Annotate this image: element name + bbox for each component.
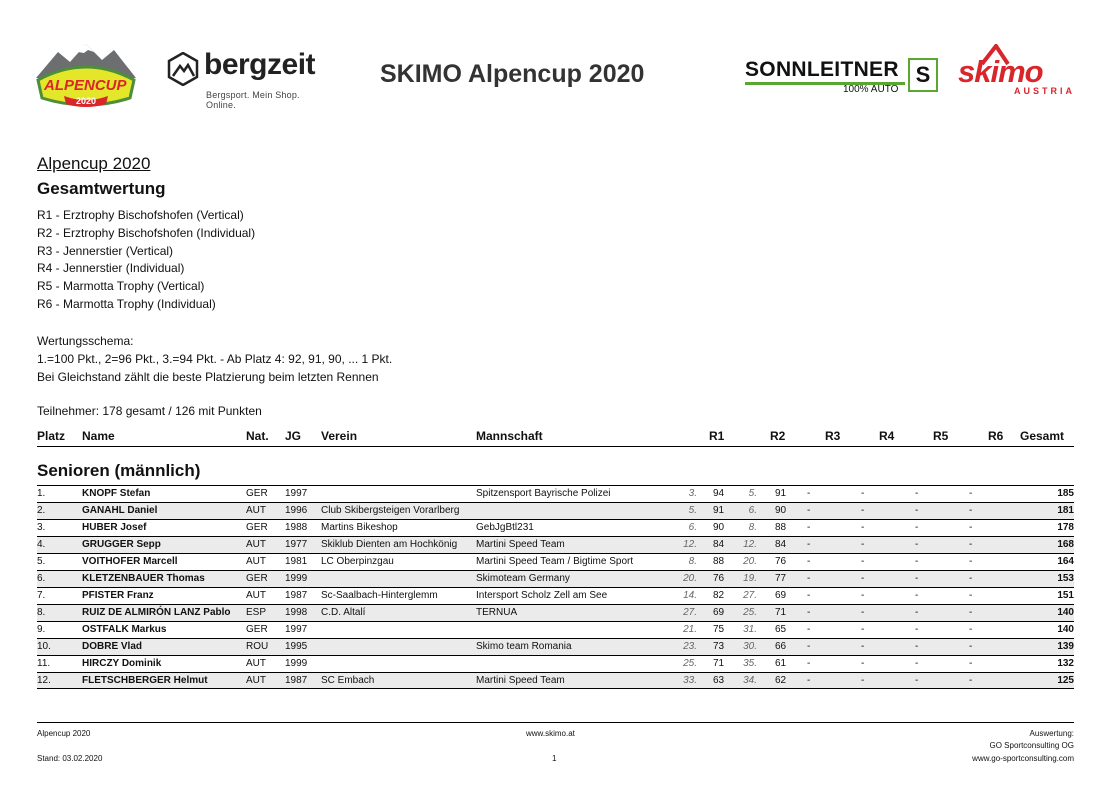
cell-r4: -: [861, 641, 865, 652]
cell-r1: 76: [713, 573, 725, 584]
cell-r2: 88: [775, 522, 787, 533]
cell-platz: 4.: [37, 539, 46, 550]
cell-r2-rank: 5.: [748, 488, 757, 499]
cell-r1-rank: 14.: [683, 590, 697, 601]
cell-platz: 6.: [37, 573, 46, 584]
cell-r1-rank: 20.: [683, 573, 697, 584]
cell-name: KLETZENBAUER Thomas: [82, 573, 205, 584]
cell-r2: 76: [775, 556, 787, 567]
cell-gesamt: 168: [1057, 539, 1074, 550]
col-name: Name: [82, 429, 115, 443]
table-row: [37, 553, 1074, 570]
bergzeit-tagline: Bergsport. Mein Shop. Online.: [206, 90, 300, 110]
footer-date: Stand: 03.02.2020: [37, 754, 103, 763]
table-row: [37, 570, 1074, 587]
cell-r4: -: [861, 624, 865, 635]
cell-mannschaft: Martini Speed Team: [476, 675, 565, 686]
alpencup-logo: [30, 38, 142, 112]
results-table-body: [37, 485, 1074, 689]
cell-r2: 71: [775, 607, 787, 618]
mountain-hexagon-icon: [166, 52, 200, 86]
cell-verein: Club Skibergsteigen Vorarlberg: [321, 505, 460, 516]
sonnleitner-s-box: S: [908, 58, 938, 92]
cell-r3: -: [807, 675, 811, 686]
cell-r2: 62: [775, 675, 787, 686]
cell-r5: -: [915, 522, 919, 533]
cell-r2-rank: 30.: [743, 641, 757, 652]
cell-r1-rank: 12.: [683, 539, 697, 550]
schema-tie-rule: Bei Gleichstand zählt die beste Platzierung beim letzten Rennen: [37, 369, 379, 384]
schema-points: 1.=100 Pkt., 2=96 Pkt., 3.=94 Pkt. - Ab Platz 4: 92, 91, 90, ... 1 Pkt.: [37, 351, 393, 366]
cell-platz: 9.: [37, 624, 46, 635]
cell-jg: 1997: [285, 624, 308, 635]
col-jg: JG: [285, 429, 302, 443]
cell-r1: 91: [713, 505, 725, 516]
cell-r4: -: [861, 658, 865, 669]
cell-gesamt: 132: [1057, 658, 1074, 669]
cell-r4: -: [861, 590, 865, 601]
cell-name: RUIZ DE ALMIRÓN LANZ Pablo: [82, 607, 231, 618]
cell-r1: 94: [713, 488, 725, 499]
cell-jg: 1987: [285, 675, 308, 686]
cell-nat: AUT: [246, 539, 266, 550]
cell-r2: 65: [775, 624, 787, 635]
col-r1: R1: [709, 429, 725, 443]
cell-r2-rank: 20.: [743, 556, 757, 567]
cell-platz: 3.: [37, 522, 46, 533]
cell-jg: 1996: [285, 505, 308, 516]
cell-r6: -: [969, 505, 973, 516]
cell-nat: AUT: [246, 556, 266, 567]
cell-r2-rank: 34.: [743, 675, 757, 686]
race-item: R6 - Marmotta Trophy (Individual): [37, 296, 216, 311]
cell-r1: 69: [713, 607, 725, 618]
cell-nat: GER: [246, 488, 268, 499]
cell-r2: 77: [775, 573, 787, 584]
cell-r1: 73: [713, 641, 725, 652]
cell-r3: -: [807, 505, 811, 516]
cell-r5: -: [915, 607, 919, 618]
cell-r2-rank: 12.: [743, 539, 757, 550]
cell-r1: 90: [713, 522, 725, 533]
bergzeit-wordmark: bergzeit: [204, 48, 316, 81]
cell-name: HUBER Josef: [82, 522, 147, 533]
cell-name: PFISTER Franz: [82, 590, 154, 601]
cell-r6: -: [969, 590, 973, 601]
cell-r1: 88: [713, 556, 725, 567]
logo-strip: [0, 0, 1111, 120]
cell-r3: -: [807, 556, 811, 567]
cell-r6: -: [969, 556, 973, 567]
race-item: R1 - Erztrophy Bischofshofen (Vertical): [37, 208, 244, 222]
cell-r5: -: [915, 590, 919, 601]
table-row: [37, 604, 1074, 621]
cell-mannschaft: Spitzensport Bayrische Polizei: [476, 488, 611, 499]
cell-r4: -: [861, 607, 865, 618]
cell-r2-rank: 19.: [743, 573, 757, 584]
col-r5: R5: [933, 429, 949, 443]
cell-gesamt: 164: [1057, 556, 1074, 567]
col-r4: R4: [879, 429, 895, 443]
cell-nat: AUT: [246, 505, 266, 516]
cell-r2-rank: 27.: [743, 590, 757, 601]
col-r2: R2: [770, 429, 786, 443]
cell-r4: -: [861, 505, 865, 516]
cell-r6: -: [969, 522, 973, 533]
sonnleitner-logo: [745, 58, 943, 98]
cell-name: DOBRE Vlad: [82, 641, 143, 652]
cell-platz: 7.: [37, 590, 46, 601]
cell-r5: -: [915, 658, 919, 669]
race-item: R4 - Jennerstier (Individual): [37, 261, 185, 276]
cell-r3: -: [807, 624, 811, 635]
cell-mannschaft: Martini Speed Team: [476, 539, 565, 550]
cell-r6: -: [969, 641, 973, 652]
cell-r2-rank: 25.: [743, 607, 757, 618]
cell-name: GRUGGER Sepp: [82, 539, 161, 550]
cell-r3: -: [807, 573, 811, 584]
footer-divider: [37, 722, 1074, 723]
table-row: [37, 502, 1074, 519]
cell-r2: 90: [775, 505, 787, 516]
cell-r1-rank: 23.: [683, 641, 697, 652]
table-row: [37, 672, 1074, 689]
cell-r3: -: [807, 488, 811, 499]
cell-jg: 1981: [285, 556, 308, 567]
footer-evaluator-link[interactable]: www.go-sportconsulting.com: [972, 754, 1074, 763]
table-row: [37, 485, 1074, 502]
race-item: R2 - Erztrophy Bischofshofen (Individual): [37, 225, 256, 240]
cell-r3: -: [807, 658, 811, 669]
cell-name: FLETSCHBERGER Helmut: [82, 675, 208, 686]
cell-platz: 5.: [37, 556, 46, 567]
cell-nat: ESP: [246, 607, 267, 618]
cell-gesamt: 139: [1057, 641, 1074, 652]
alpencup-badge-icon: [30, 38, 142, 112]
cell-verein: Sc-Saalbach-Hinterglemm: [321, 590, 438, 601]
col-nat: Nat.: [246, 429, 269, 443]
cell-r4: -: [861, 539, 865, 550]
cell-r2: 91: [775, 488, 787, 499]
table-row: [37, 655, 1074, 672]
cell-r2: 84: [775, 539, 787, 550]
cell-r5: -: [915, 675, 919, 686]
cell-r6: -: [969, 539, 973, 550]
cell-r1-rank: 27.: [683, 607, 697, 618]
cell-r2-rank: 31.: [743, 624, 757, 635]
cell-nat: ROU: [246, 641, 269, 652]
col-mannschaft: Mannschaft: [476, 429, 543, 443]
cell-r1-rank: 33.: [683, 675, 697, 686]
category-heading: Senioren (männlich): [37, 461, 201, 480]
svg-text:2020: 2020: [76, 96, 97, 106]
footer-evaluator: GO Sportconsulting OG: [989, 741, 1074, 750]
cell-verein: Martins Bikeshop: [321, 522, 398, 533]
participant-count: Teilnehmer: 178 gesamt / 126 mit Punkten: [37, 404, 262, 418]
cell-r6: -: [969, 658, 973, 669]
cell-mannschaft: Martini Speed Team / Bigtime Sport: [476, 556, 634, 567]
skimo-austria-logo: [958, 44, 1083, 98]
cell-r2: 69: [775, 590, 787, 601]
svg-text:ALPENCUP: ALPENCUP: [44, 77, 127, 94]
cell-platz: 2.: [37, 505, 46, 516]
footer-website-link[interactable]: www.skimo.at: [526, 729, 575, 738]
sonnleitner-subline: 100% AUTO: [843, 84, 899, 95]
cell-nat: AUT: [246, 590, 266, 601]
cell-r6: -: [969, 624, 973, 635]
cell-r3: -: [807, 522, 811, 533]
cell-r5: -: [915, 573, 919, 584]
table-row: [37, 519, 1074, 536]
cell-r3: -: [807, 607, 811, 618]
cell-name: KNOPF Stefan: [82, 488, 151, 499]
cell-r3: -: [807, 590, 811, 601]
scoring-schema: [37, 333, 392, 386]
skimo-subline: AUSTRIA: [1014, 86, 1075, 96]
cell-gesamt: 140: [1057, 624, 1074, 635]
cell-r5: -: [915, 505, 919, 516]
cell-jg: 1977: [285, 539, 308, 550]
table-row: [37, 621, 1074, 638]
cell-r5: -: [915, 539, 919, 550]
race-item: R3 - Jennerstier (Vertical): [37, 243, 174, 258]
cell-r6: -: [969, 675, 973, 686]
cell-r6: -: [969, 607, 973, 618]
cell-nat: AUT: [246, 675, 266, 686]
race-item: R5 - Marmotta Trophy (Vertical): [37, 279, 205, 294]
cell-jg: 1999: [285, 573, 308, 584]
cell-r4: -: [861, 488, 865, 499]
cell-r4: -: [861, 522, 865, 533]
cell-r4: -: [861, 573, 865, 584]
skimo-wordmark: skimo: [958, 54, 1043, 89]
cell-jg: 1995: [285, 641, 308, 652]
cell-platz: 12.: [37, 675, 51, 686]
cell-platz: 1.: [37, 488, 46, 499]
cell-r2-rank: 6.: [748, 505, 757, 516]
cell-r4: -: [861, 556, 865, 567]
cell-gesamt: 185: [1057, 488, 1074, 499]
cell-verein: SC Embach: [321, 675, 375, 686]
footer-page-number: 1: [552, 754, 557, 763]
cell-r2: 61: [775, 658, 787, 669]
cell-verein: LC Oberpinzgau: [321, 556, 394, 567]
cell-r1: 71: [713, 658, 725, 669]
cell-r6: -: [969, 488, 973, 499]
cell-name: VOITHOFER Marcell: [82, 556, 178, 567]
cell-r4: -: [861, 675, 865, 686]
cell-r1: 84: [713, 539, 725, 550]
footer-event: Alpencup 2020: [37, 729, 91, 738]
cell-jg: 1997: [285, 488, 308, 499]
cell-name: HIRCZY Dominik: [82, 658, 162, 669]
cell-r1-rank: 3.: [688, 488, 697, 499]
cell-jg: 1999: [285, 658, 308, 669]
table-row: [37, 536, 1074, 553]
cell-mannschaft: GebJgBtl231: [476, 522, 534, 533]
cell-gesamt: 151: [1057, 590, 1074, 601]
cell-jg: 1987: [285, 590, 308, 601]
cell-mannschaft: Skimo team Romania: [476, 641, 572, 652]
cell-r6: -: [969, 573, 973, 584]
cell-r1: 75: [713, 624, 725, 635]
cell-r5: -: [915, 641, 919, 652]
cell-nat: GER: [246, 573, 268, 584]
ranking-subheading: Gesamtwertung: [37, 179, 166, 198]
cell-platz: 11.: [37, 658, 51, 669]
cell-jg: 1988: [285, 522, 308, 533]
cell-gesamt: 125: [1057, 675, 1074, 686]
competition-heading: Alpencup 2020: [37, 154, 151, 173]
cell-r2-rank: 8.: [748, 522, 757, 533]
cell-r1-rank: 6.: [688, 522, 697, 533]
cell-r3: -: [807, 539, 811, 550]
cell-r2: 66: [775, 641, 787, 652]
cell-gesamt: 140: [1057, 607, 1074, 618]
cell-r2-rank: 35.: [743, 658, 757, 669]
cell-nat: GER: [246, 522, 268, 533]
footer-evaluation-label: Auswertung:: [1029, 729, 1074, 738]
bergzeit-logo: [166, 48, 331, 110]
table-header: [37, 428, 1074, 447]
col-r6: R6: [988, 429, 1004, 443]
col-r3: R3: [825, 429, 841, 443]
cell-jg: 1998: [285, 607, 308, 618]
cell-r1-rank: 5.: [688, 505, 697, 516]
cell-r1-rank: 21.: [683, 624, 697, 635]
col-platz: Platz: [37, 429, 66, 443]
cell-r5: -: [915, 624, 919, 635]
table-row: [37, 638, 1074, 655]
cell-mannschaft: TERNUA: [476, 607, 518, 618]
cell-name: GANAHL Daniel: [82, 505, 158, 516]
cell-name: OSTFALK Markus: [82, 624, 167, 635]
cell-verein: C.D. Altalí: [321, 607, 366, 618]
race-list: [37, 207, 255, 314]
col-verein: Verein: [321, 429, 358, 443]
cell-nat: AUT: [246, 658, 266, 669]
table-row: [37, 587, 1074, 604]
cell-mannschaft: Skimoteam Germany: [476, 573, 570, 584]
cell-mannschaft: Intersport Scholz Zell am See: [476, 590, 608, 601]
cell-verein: Skiklub Dienten am Hochkönig: [321, 539, 458, 550]
cell-r1-rank: 25.: [683, 658, 697, 669]
cell-r5: -: [915, 556, 919, 567]
cell-gesamt: 178: [1057, 522, 1074, 533]
cell-r3: -: [807, 641, 811, 652]
document-title: SKIMO Alpencup 2020: [380, 60, 645, 88]
cell-gesamt: 153: [1057, 573, 1074, 584]
cell-platz: 8.: [37, 607, 46, 618]
cell-platz: 10.: [37, 641, 51, 652]
col-gesamt: Gesamt: [1020, 429, 1065, 443]
cell-r1: 82: [713, 590, 725, 601]
sonnleitner-wordmark: SONNLEITNER: [745, 58, 899, 81]
cell-r1: 63: [713, 675, 725, 686]
cell-r5: -: [915, 488, 919, 499]
cell-nat: GER: [246, 624, 268, 635]
cell-r1-rank: 8.: [688, 556, 697, 567]
cell-gesamt: 181: [1057, 505, 1074, 516]
schema-label: Wertungsschema:: [37, 334, 134, 348]
